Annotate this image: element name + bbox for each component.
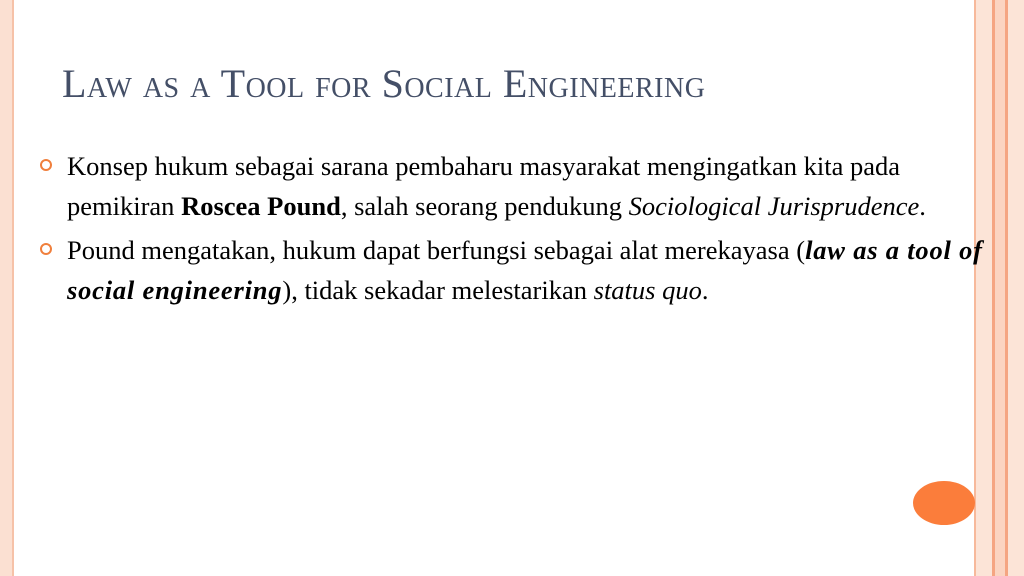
bullet-item bbox=[38, 146, 988, 226]
italic-term: status quo bbox=[593, 275, 702, 305]
bullet-item bbox=[38, 230, 988, 310]
bullet-text: Pound mengatakan, hukum dapat berfungsi sebagai alat merekayasa ( bbox=[67, 235, 806, 265]
stripe bbox=[1008, 0, 1024, 576]
bullet-text: . bbox=[919, 191, 926, 221]
bullet-circle-icon bbox=[40, 243, 52, 255]
left-border-decoration bbox=[0, 0, 14, 576]
orange-circle-decoration bbox=[913, 481, 975, 525]
bullet-text: Konsep hukum sebagai sarana pembaharu masyarakat mengingatkan kita pada pemikiran bbox=[67, 151, 900, 221]
slide-content bbox=[38, 146, 988, 314]
italic-term: Sociological Jurisprudence bbox=[628, 191, 920, 221]
bullet-text: ), tidak sekadar melestarikan bbox=[282, 275, 594, 305]
slide-title: Law as a Tool for Social Engineering bbox=[62, 61, 706, 106]
bullet-text: , salah seorang pendukung bbox=[340, 191, 629, 221]
bullet-circle-icon bbox=[40, 159, 52, 171]
stripe bbox=[995, 0, 1005, 576]
bold-italic-term: law as a tool of social engineering bbox=[67, 235, 983, 305]
bullet-text: . bbox=[701, 275, 709, 305]
bold-name: Roscea Pound bbox=[181, 191, 341, 221]
